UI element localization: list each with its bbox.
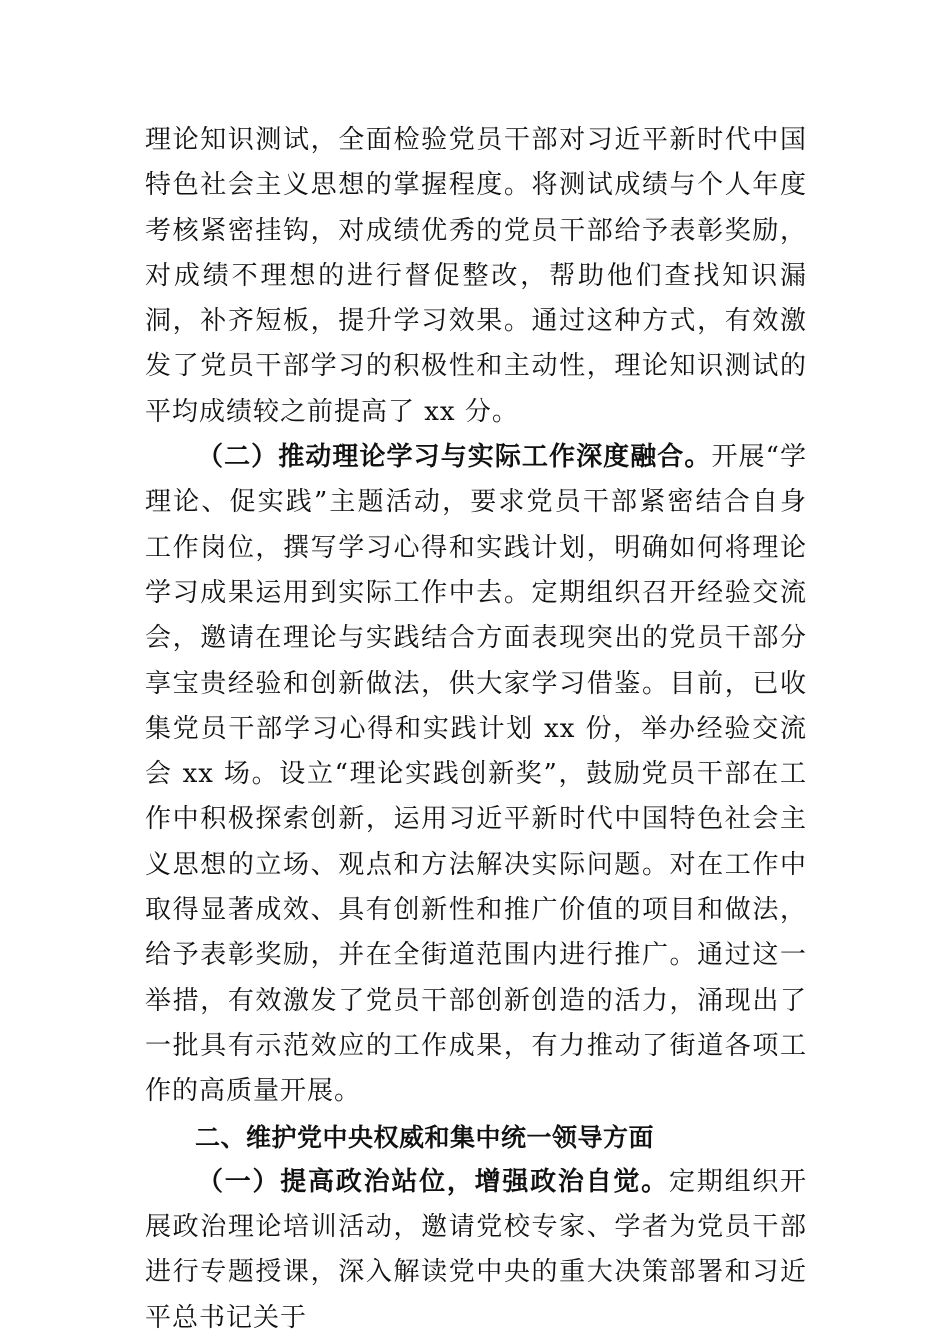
paragraph-lead: （二）推动理论学习与实际工作深度融合。 [197, 442, 712, 473]
section-heading: 二、维护党中央权威和集中统一领导方面 [195, 1122, 655, 1152]
document-body [145, 118, 807, 1341]
paragraph-political-stance [145, 1160, 807, 1341]
paragraph-text: 开展“学理论、促实践”主题活动，要求党员干部紧密结合自身工作岗位，撰写学习心得和实践计划，明确如何将理论学习成果运用到实际工作中去。定期组织召开经验交流会，邀请在理论与实践结合方面表现突出的党员干部分享宝贵经验和创新做法，供大家学习借鉴。目前，已收集党员干部学习心得和实践计划 xx 份，举办经验交流会 xx 场。设立“理论实践创新奖”，鼓励党员干部在工作中积极探索创新，运用习近平新时代中国特色社会主义思想的立场、观点和方法解决实际问题。对在工作中取得显著成效、具有创新性和推广价值的项目和做法，给予表彰奖励，并在全街道范围内进行推广。通过这一举措，有效激发了党员干部创新创造的活力，涌现出了一批具有示范效应的工作成果，有力推动了街道各项工作的高质量开展。 [145, 442, 807, 1107]
paragraph-theory-practice [145, 435, 807, 1114]
paragraph-continued: 理论知识测试，全面检验党员干部对习近平新时代中国特色社会主义思想的掌握程度。将测试成绩与个人年度考核紧密挂钩，对成绩优秀的党员干部给予表彰奖励，对成绩不理想的进行督促整改，帮助他们查找知识漏洞，补齐短板，提升学习效果。通过这种方式，有效激发了党员干部学习的积极性和主动性，理论知识测试的平均成绩较之前提高了 xx 分。 [145, 125, 807, 427]
paragraph-lead: （一）提高政治站位，增强政治自觉。 [197, 1166, 669, 1197]
paragraph-text: 定期组织开展政治理论培训活动，邀请党校专家、学者为党员干部进行专题授课，深入解读党中央的重大决策部署和习近平总书记关于 [145, 1166, 807, 1333]
